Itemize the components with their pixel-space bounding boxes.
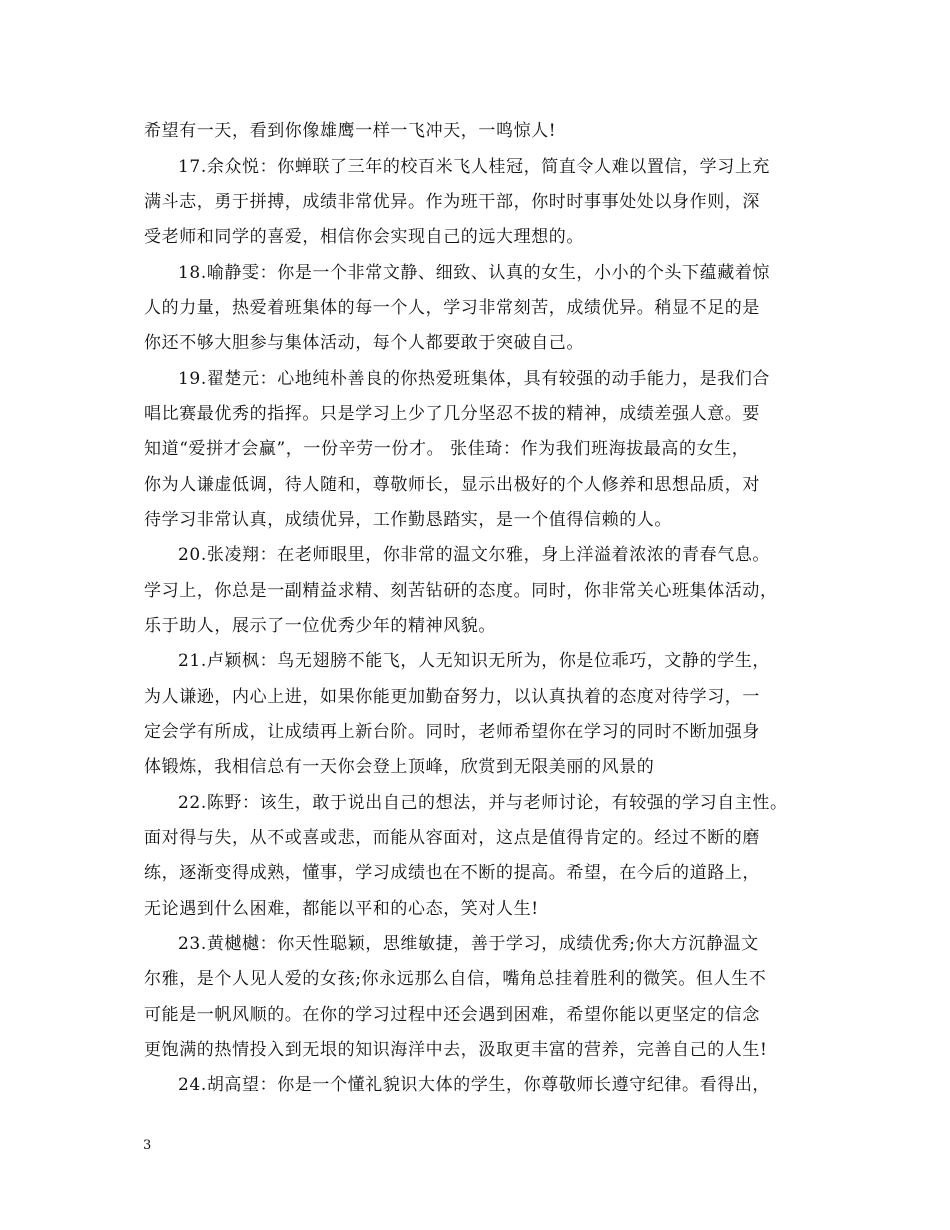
text-line: 乐于助人，展示了一位优秀少年的精神风貌。 — [144, 616, 496, 636]
text-line: 体锻炼，我相信总有一天你会登上顶峰，欣赏到无限美丽的风景的 — [144, 757, 655, 777]
text-line: 20.张凌翔：在老师眼里，你非常的温文尔雅，身上洋溢着浓浓的青春气息。 — [178, 545, 771, 565]
text-line: 为人谦逊，内心上进，如果你能更加勤奋努力，以认真执着的态度对待学习，一 — [144, 687, 760, 707]
text-line: 18.喻静雯：你是一个非常文静、细致、认真的女生，小小的个头下蕴藏着惊 — [178, 263, 771, 283]
text-line: 人的力量，热爱着班集体的每一个人，学习非常刻苦，成绩优异。稍显不足的是 — [144, 298, 760, 318]
text-line: 无论遇到什么困难，都能以平和的心态，笑对人生! — [144, 899, 539, 919]
text-line: 24.胡高望：你是一个懂礼貌识大体的学生，你尊敬师长遵守纪律。看得出， — [178, 1075, 771, 1095]
text-line: 希望有一天，看到你像雄鹰一样一飞冲天，一鸣惊人! — [144, 121, 557, 141]
text-line: 19.翟楚元：心地纯朴善良的你热爱班集体，具有较强的动手能力，是我们合 — [178, 369, 771, 389]
text-line: 可能是一帆风顺的。在你的学习过程中还会遇到困难，希望你能以更坚定的信念 — [144, 1005, 760, 1025]
text-line: 你为人谦虚低调，待人随和，尊敬师长，显示出极好的个人修养和思想品质，对 — [144, 475, 760, 495]
text-line: 更饱满的热情投入到无垠的知识海洋中去，汲取更丰富的营养，完善自己的人生! — [144, 1040, 768, 1060]
text-line: 23.黄樾樾：你天性聪颖，思维敏捷，善于学习，成绩优秀;你大方沉静温文 — [178, 934, 759, 954]
text-line: 受老师和同学的喜爱，相信你会实现自己的远大理想的。 — [144, 227, 584, 247]
text-line: 待学习非常认真，成绩优异，工作勤恳踏实，是一个值得信赖的人。 — [144, 510, 672, 530]
text-line: 22.陈野：该生，敢于说出自己的想法，并与老师讨论，有较强的学习自主性。 — [178, 793, 788, 813]
text-line: 面对得与失，从不或喜或悲，而能从容面对，这点是值得肯定的。经过不断的磨 — [144, 828, 760, 848]
text-line: 学习上，你总是一副精益求精、刻苦钻研的态度。同时，你非常关心班集体活动， — [144, 581, 778, 601]
text-line: 定会学有所成，让成绩再上新台阶。同时，老师希望你在学习的同时不断加强身 — [144, 722, 760, 742]
text-line: 唱比赛最优秀的指挥。只是学习上少了几分坚忍不拔的精神，成绩差强人意。要 — [144, 404, 760, 424]
text-line: 知道“爱拼才会赢”，一份辛劳一份才。 张佳琦：作为我们班海拔最高的女生， — [144, 439, 750, 459]
text-line: 满斗志，勇于拼搏，成绩非常优异。作为班干部，你时时事事处处以身作则，深 — [144, 192, 760, 212]
text-line: 尔雅，是个人见人爱的女孩;你永远那么自信，嘴角总挂着胜利的微笑。但人生不 — [144, 969, 767, 989]
page-number: 3 — [143, 1138, 152, 1153]
text-line: 练，逐渐变得成熟，懂事，学习成绩也在不断的提高。希望，在今后的道路上， — [144, 863, 760, 883]
text-line: 17.余众悦：你蝉联了三年的校百米飞人桂冠，简直令人难以置信，学习上充 — [178, 157, 771, 177]
text-line: 21.卢颖枫：鸟无翅膀不能飞，人无知识无所为，你是位乖巧，文静的学生， — [178, 651, 771, 671]
text-line: 你还不够大胆参与集体活动，每个人都要敢于突破自己。 — [144, 333, 584, 353]
